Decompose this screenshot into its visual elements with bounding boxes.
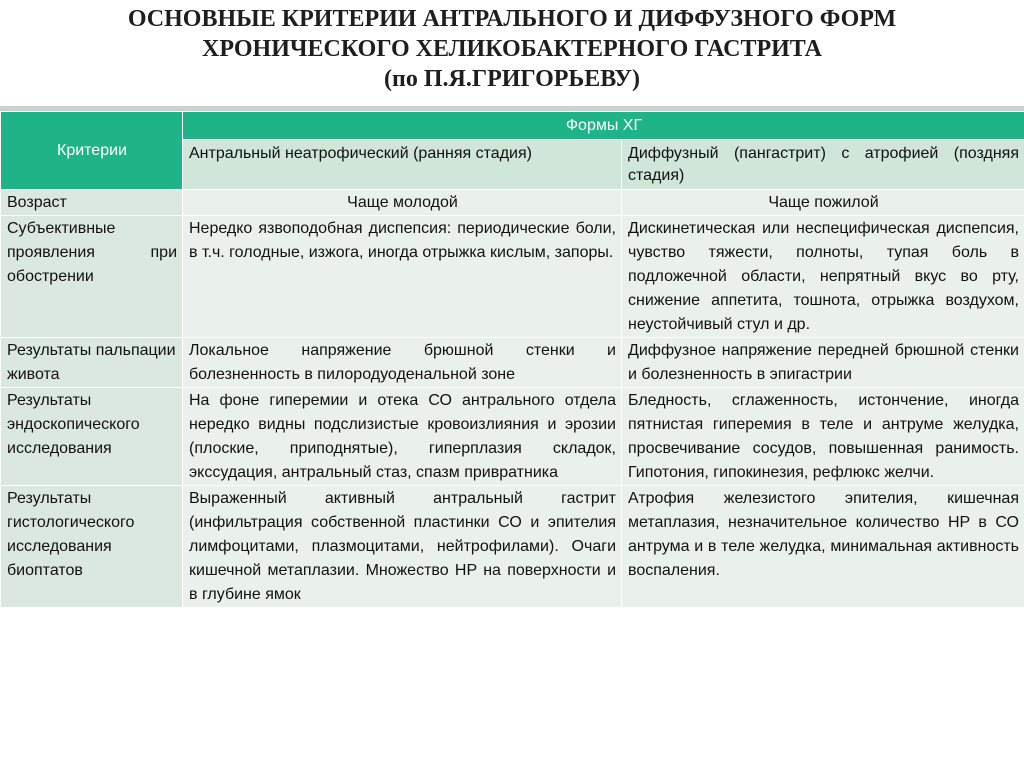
cell-diffuse-palpation: Диффузное напряжение передней брюшной стенки и болезненность в эпигастрии	[622, 338, 1024, 388]
cell-diffuse-age: Чаще пожилой	[622, 190, 1024, 216]
title-line-1: ОСНОВНЫЕ КРИТЕРИИ АНТРАЛЬНОГО И ДИФФУЗНОГО ФОРМ	[127, 6, 897, 32]
title-line-3: (по П.Я.ГРИГОРЬЕВУ)	[384, 66, 640, 92]
table-row	[1, 486, 1024, 608]
row-label-age: Возраст	[1, 190, 183, 216]
header-criteria: Критерии	[1, 112, 183, 190]
cell-antral-symptoms: Нередко язвоподобная диспепсия: периодические боли, в т.ч. голодные, изжога, иногда отрыжка кислым, запоры.	[183, 216, 622, 338]
table-row	[1, 388, 1024, 486]
row-label-endoscopy: Результаты эндоскопического исследования	[1, 388, 183, 486]
row-label-palpation: Результаты пальпации живота	[1, 338, 183, 388]
slide-title	[0, 4, 1024, 94]
cell-antral-age: Чаще молодой	[183, 190, 622, 216]
row-label-symptoms: Субъективные проявления при обострении	[1, 216, 183, 338]
diffuse-form-header: Диффузный (пангастрит) с атрофией (поздняя стадия)	[622, 140, 1024, 190]
cell-antral-endoscopy: На фоне гиперемии и отека СО антрального отдела нередко видны подслизистые кровоизлияния и эрозии (плоские, приподнятые), гиперплазия складок, экссудация, антральный стаз, спазм привратника	[183, 388, 622, 486]
title-line-2: ХРОНИЧЕСКОГО ХЕЛИКОБАКТЕРНОГО ГАСТРИТА	[202, 36, 822, 62]
row-label-histology: Результаты гистологического исследования биоптатов	[1, 486, 183, 608]
criteria-table	[0, 111, 1024, 608]
cell-diffuse-endoscopy: Бледность, сглаженность, истончение, иногда пятнистая гиперемия в теле и антруме желудка, просвечивание сосудов, повышенная ранимость. Гипотония, гипокинезия, рефлюкс желчи.	[622, 388, 1024, 486]
table-row	[1, 338, 1024, 388]
cell-diffuse-histology: Атрофия железистого эпителия, кишечная метаплазия, незначительное количество HP в СО антрума и в теле желудка, минимальная активность воспаления.	[622, 486, 1024, 608]
table-header-row	[1, 112, 1024, 140]
cell-antral-histology: Выраженный активный антральный гастрит (инфильтрация собственной пластинки СО и эпителия лимфоцитами, плазмоцитами, нейтрофилами). Очаги кишечной метаплазии. Множество HP на поверхности и в глубине ямок	[183, 486, 622, 608]
header-forms: Формы ХГ	[183, 112, 1024, 140]
cell-antral-palpation: Локальное напряжение брюшной стенки и болезненность в пилородуоденальной зоне	[183, 338, 622, 388]
table-row	[1, 216, 1024, 338]
antral-form-header: Антральный неатрофический (ранняя стадия)	[183, 140, 622, 190]
cell-diffuse-symptoms: Дискинетическая или неспецифическая диспепсия, чувство тяжести, полноты, тупая боль в подложечной области, непрятный вкус во рту, снижение аппетита, тошнота, отрыжка воздухом, неустойчивый стул и др.	[622, 216, 1024, 338]
table-row	[1, 190, 1024, 216]
